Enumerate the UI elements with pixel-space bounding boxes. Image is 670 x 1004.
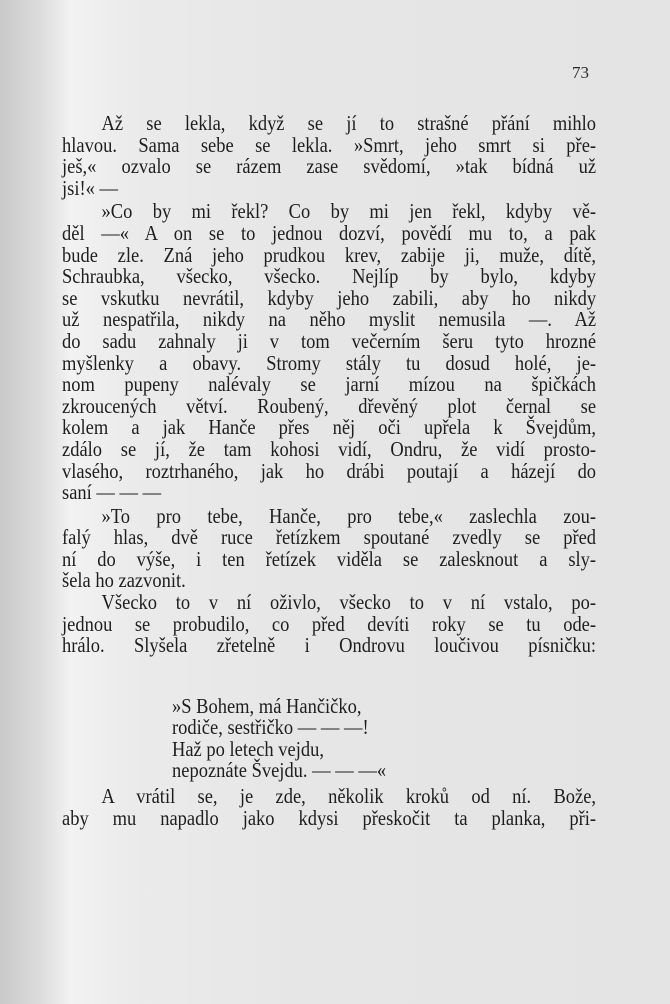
text-line: hrálo. Slyšela zřetelně i Ondrovu loučivou písničku:: [62, 633, 597, 658]
text-line: Schraubka, všecko, všecko. Nejlíp by bylo, kdyby: [62, 264, 597, 289]
text-line: »Co by mi řekl? Co by mi jen řekl, kdyby vě-: [101, 199, 597, 224]
text-line: kolem a jak Hanče přes něj oči upřela k Švejdům,: [62, 415, 597, 440]
poem-line: nepoznáte Švejdu. — — —«: [172, 757, 387, 782]
text-line: šela ho zazvonit.: [62, 568, 186, 593]
text-line: »To pro tebe, Hanče, pro tebe,« zaslechla zou-: [101, 503, 597, 528]
text-line: jednou se probudilo, co před devíti roky se tu ode-: [62, 611, 597, 636]
text-line: už nespatřila, nikdy na něho myslit nemusila —. Až: [62, 307, 597, 332]
poem-line: Haž po letech vejdu,: [172, 736, 324, 761]
text-line: nom pupeny nalévaly se jarní mízou na špičkách: [62, 372, 597, 397]
text-line: vlasého, roztrhaného, jak ho drábi poutají a házejí do: [62, 458, 597, 483]
text-line: saní — — —: [62, 480, 162, 505]
text-line: ní do výše, i ten řetízek viděla se zalesknout a sly-: [62, 546, 597, 571]
text-line: jsi!« —: [62, 175, 118, 200]
poem-line: rodiče, sestřičko — — —!: [172, 715, 369, 740]
text-line: zdálo se jí, že tam kohosi vidí, Ondru, že vidí prosto-: [62, 436, 597, 461]
text-line: hlavou. Sama sebe se lekla. »Smrt, jeho smrt si pře-: [62, 132, 597, 157]
closing-paragraph: [62, 786, 596, 829]
body-text: [62, 111, 597, 658]
text-line: ješ,« ozvalo se rázem zase svědomí, »tak bídná už: [62, 154, 597, 179]
text-line: děl —« A on se to jednou dozví, povědí mu to, a pak: [62, 220, 597, 245]
text-line: bude zle. Zná jeho prudkou krev, zabije ji, muže, dítě,: [62, 242, 597, 267]
text-line: zkroucených větví. Roubený, dřevěný plot černal se: [62, 393, 597, 418]
text-line: A vrátil se, je zde, několik kroků od ní. Bože,: [101, 784, 597, 808]
text-line: falý hlas, dvě ruce řetízkem spoutané zvedly se před: [62, 525, 597, 550]
text-line: myšlenky a obavy. Stromy stály tu dosud holé, je-: [62, 350, 597, 375]
text-line: Všecko to v ní oživlo, všecko to v ní vstalo, po-: [101, 590, 597, 615]
text-line: aby mu napadlo jako kdysi přeskočit ta planka, při-: [62, 805, 597, 830]
page-number: 73: [572, 63, 589, 82]
text-line: Až se lekla, když se jí to strašné přání mihlo: [101, 111, 597, 135]
poem-verse-block: [172, 696, 386, 781]
text-line: se vskutku nevrátil, kdyby jeho zabili, aby ho nikdy: [62, 285, 597, 310]
text-line: do sadu zahnaly ji v tom večerním šeru tyto hrozné: [62, 328, 597, 353]
poem-line: »S Bohem, má Hančičko,: [172, 694, 362, 718]
